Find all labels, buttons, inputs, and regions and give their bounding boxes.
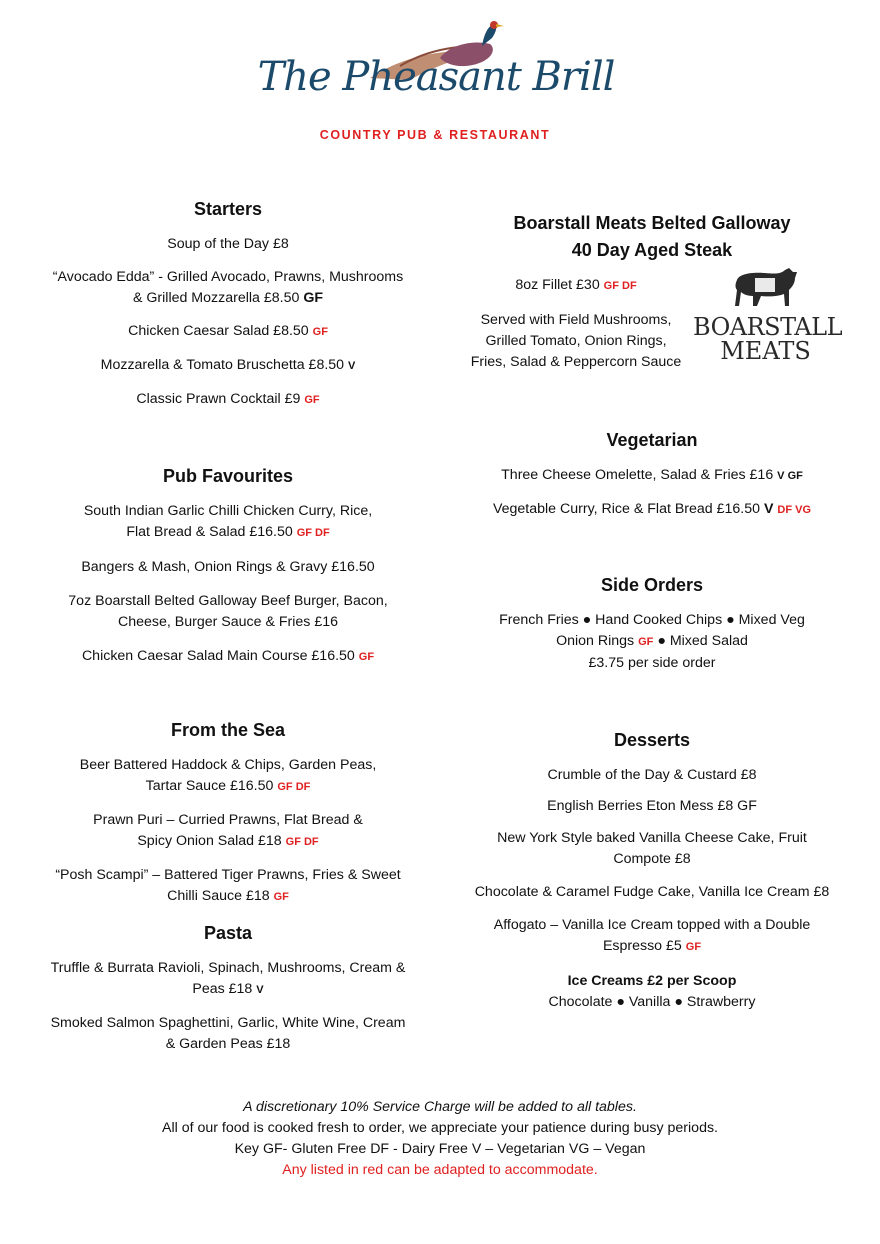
menu-item bbox=[28, 501, 428, 544]
red-items-note: Any listed in red can be adapted to accommodate. bbox=[282, 1162, 598, 1178]
item-text: Espresso £5 bbox=[602, 938, 682, 954]
item-text: Grilled Tomato, Onion Rings, bbox=[485, 333, 667, 349]
item-text: South Indian Garlic Chilli Chicken Curry, Rice, bbox=[83, 503, 373, 519]
menu-item bbox=[28, 810, 428, 853]
item-text: Onion Rings bbox=[556, 633, 635, 649]
item-text: Crumble of the Day & Custard £8 bbox=[547, 767, 757, 783]
side-orders-section bbox=[452, 575, 852, 674]
menu-item bbox=[28, 389, 428, 411]
menu-item bbox=[452, 765, 852, 786]
item-text: Bangers & Mash, Onion Rings & Gravy £16.50 bbox=[81, 559, 375, 575]
vegetarian-section bbox=[452, 430, 852, 521]
menu-item bbox=[28, 234, 428, 255]
steak-title-line: 40 Day Aged Steak bbox=[571, 240, 733, 260]
cow-icon bbox=[731, 266, 801, 310]
item-text: Prawn Puri – Curried Prawns, Flat Bread & bbox=[93, 812, 363, 828]
item-text: New York Style baked Vanilla Cheese Cake, Fruit bbox=[497, 830, 807, 846]
steak-title bbox=[452, 210, 852, 264]
dietary-tag: V bbox=[348, 360, 356, 372]
side-orders-title: Side Orders bbox=[600, 575, 704, 595]
item-text: French Fries ● Hand Cooked Chips ● Mixed Veg bbox=[499, 612, 805, 628]
item-text: Mozzarella & Tomato Bruschetta £8.50 bbox=[100, 357, 345, 373]
logo-subtitle: COUNTRY PUB & RESTAURANT bbox=[319, 128, 551, 142]
dietary-tag: GF DF bbox=[296, 527, 330, 539]
desserts-section bbox=[452, 730, 852, 1013]
dietary-tag: V bbox=[256, 984, 264, 996]
item-text: 7oz Boarstall Belted Galloway Beef Burger, Bacon, bbox=[68, 593, 388, 609]
logo-script-title: The Pheasant Brill bbox=[257, 54, 615, 100]
item-text: Classic Prawn Cocktail £9 bbox=[136, 391, 301, 407]
item-text: Tartar Sauce £16.50 bbox=[145, 778, 274, 794]
item-text: Peas £18 bbox=[192, 981, 253, 997]
item-text: Fries, Salad & Peppercorn Sauce bbox=[470, 354, 682, 370]
logo-text-line: BOARSTALL bbox=[693, 313, 843, 341]
menu-item bbox=[28, 1013, 428, 1055]
item-text: Chocolate ● Vanilla ● Strawberry bbox=[548, 994, 756, 1010]
service-charge-note: A discretionary 10% Service Charge will be added to all tables. bbox=[243, 1099, 637, 1115]
item-text: Smoked Salmon Spaghettini, Garlic, White Wine, Cream bbox=[50, 1015, 406, 1031]
item-text: Cheese, Burger Sauce & Fries £16 bbox=[117, 614, 339, 630]
dietary-tag: GF DF bbox=[285, 836, 319, 848]
starters-section bbox=[28, 199, 428, 411]
ice-creams bbox=[452, 971, 852, 1013]
steak-details bbox=[460, 275, 692, 373]
item-text: “Posh Scampi” – Battered Tiger Prawns, Fries & Sweet bbox=[55, 867, 401, 883]
item-text: 8oz Fillet £30 bbox=[515, 277, 600, 293]
steak-section bbox=[452, 210, 852, 264]
menu-item bbox=[28, 755, 428, 798]
logo-text-line: MEATS bbox=[720, 337, 811, 365]
dietary-tag: GF bbox=[638, 636, 654, 648]
item-text: £3.75 per side order bbox=[588, 655, 716, 671]
item-text: “Avocado Edda” - Grilled Avocado, Prawns, Mushrooms bbox=[52, 269, 404, 285]
item-text: Flat Bread & Salad £16.50 bbox=[126, 524, 293, 540]
menu-item bbox=[452, 465, 852, 487]
pub-favourites-title: Pub Favourites bbox=[162, 466, 294, 486]
dietary-key: Key GF- Gluten Free DF - Dairy Free V – Vegetarian VG – Vegan bbox=[234, 1141, 646, 1157]
steak-title-line: Boarstall Meats Belted Galloway bbox=[513, 213, 791, 233]
menu-item bbox=[460, 275, 692, 297]
menu-item bbox=[452, 915, 852, 958]
item-text: & Garden Peas £18 bbox=[165, 1036, 291, 1052]
item-text: Served with Field Mushrooms, bbox=[480, 312, 672, 328]
item-text: ● Mixed Salad bbox=[657, 633, 748, 649]
menu-item bbox=[452, 796, 852, 817]
menu-item bbox=[452, 499, 852, 521]
cooked-fresh-note: All of our food is cooked fresh to order, we appreciate your patience during busy periods. bbox=[162, 1120, 718, 1136]
desserts-title: Desserts bbox=[613, 730, 691, 750]
starters-title: Starters bbox=[193, 199, 263, 219]
pasta-section bbox=[28, 923, 428, 1055]
item-text: English Berries Eton Mess £8 GF bbox=[547, 798, 757, 814]
dietary-tag: GF bbox=[685, 941, 702, 953]
pub-favourites-section bbox=[28, 466, 428, 668]
item-text: Beer Battered Haddock & Chips, Garden Peas, bbox=[79, 757, 377, 773]
menu-item bbox=[460, 310, 692, 373]
item-text: Chicken Caesar Salad Main Course £16.50 bbox=[81, 648, 355, 664]
from-the-sea-title: From the Sea bbox=[170, 720, 286, 740]
item-text: Chicken Caesar Salad £8.50 bbox=[128, 323, 309, 339]
logo bbox=[250, 18, 620, 148]
menu-item bbox=[28, 355, 428, 377]
menu-item bbox=[28, 591, 428, 633]
vegetarian-title: Vegetarian bbox=[606, 430, 698, 450]
menu-item bbox=[452, 882, 852, 903]
menu-item bbox=[28, 958, 428, 1001]
item-text: Three Cheese Omelette, Salad & Fries £16 bbox=[501, 467, 774, 483]
pasta-title: Pasta bbox=[203, 923, 253, 943]
menu-item bbox=[28, 646, 428, 668]
dietary-tag: V bbox=[764, 501, 774, 517]
footer bbox=[0, 1097, 880, 1181]
item-text: Spicy Onion Salad £18 bbox=[137, 833, 282, 849]
item-text: Soup of the Day £8 bbox=[167, 236, 289, 252]
item-text: Vegetable Curry, Rice & Flat Bread £16.50 bbox=[492, 501, 761, 517]
dietary-tag: GF bbox=[273, 891, 289, 903]
dietary-tag: GF bbox=[304, 394, 320, 406]
item-text: Compote £8 bbox=[613, 851, 691, 867]
dietary-tag: GF bbox=[358, 651, 375, 663]
menu-item bbox=[28, 267, 428, 309]
item-text: Truffle & Burrata Ravioli, Spinach, Mushrooms, Cream & bbox=[50, 960, 406, 976]
dietary-tag: GF bbox=[303, 290, 324, 306]
dietary-tag: GF DF bbox=[277, 781, 311, 793]
item-text: Chilli Sauce £18 bbox=[167, 888, 270, 904]
side-orders-list bbox=[452, 610, 852, 674]
menu-item bbox=[28, 321, 428, 343]
menu-item bbox=[452, 828, 852, 870]
menu-item bbox=[28, 865, 428, 908]
menu-item bbox=[28, 557, 428, 578]
from-the-sea-section bbox=[28, 720, 428, 908]
dietary-tag: GF DF bbox=[603, 280, 637, 292]
dietary-tag: DF VG bbox=[777, 504, 812, 516]
dietary-tag: V GF bbox=[777, 470, 803, 482]
item-text: & Grilled Mozzarella £8.50 bbox=[132, 290, 300, 306]
item-text: Chocolate & Caramel Fudge Cake, Vanilla Ice Cream £8 bbox=[474, 884, 830, 900]
dietary-tag: GF bbox=[312, 326, 328, 338]
boarstall-meats-logo bbox=[693, 266, 843, 365]
ice-creams-title: Ice Creams £2 per Scoop bbox=[567, 973, 737, 989]
item-text: Affogato – Vanilla Ice Cream topped with a Double bbox=[493, 917, 811, 933]
